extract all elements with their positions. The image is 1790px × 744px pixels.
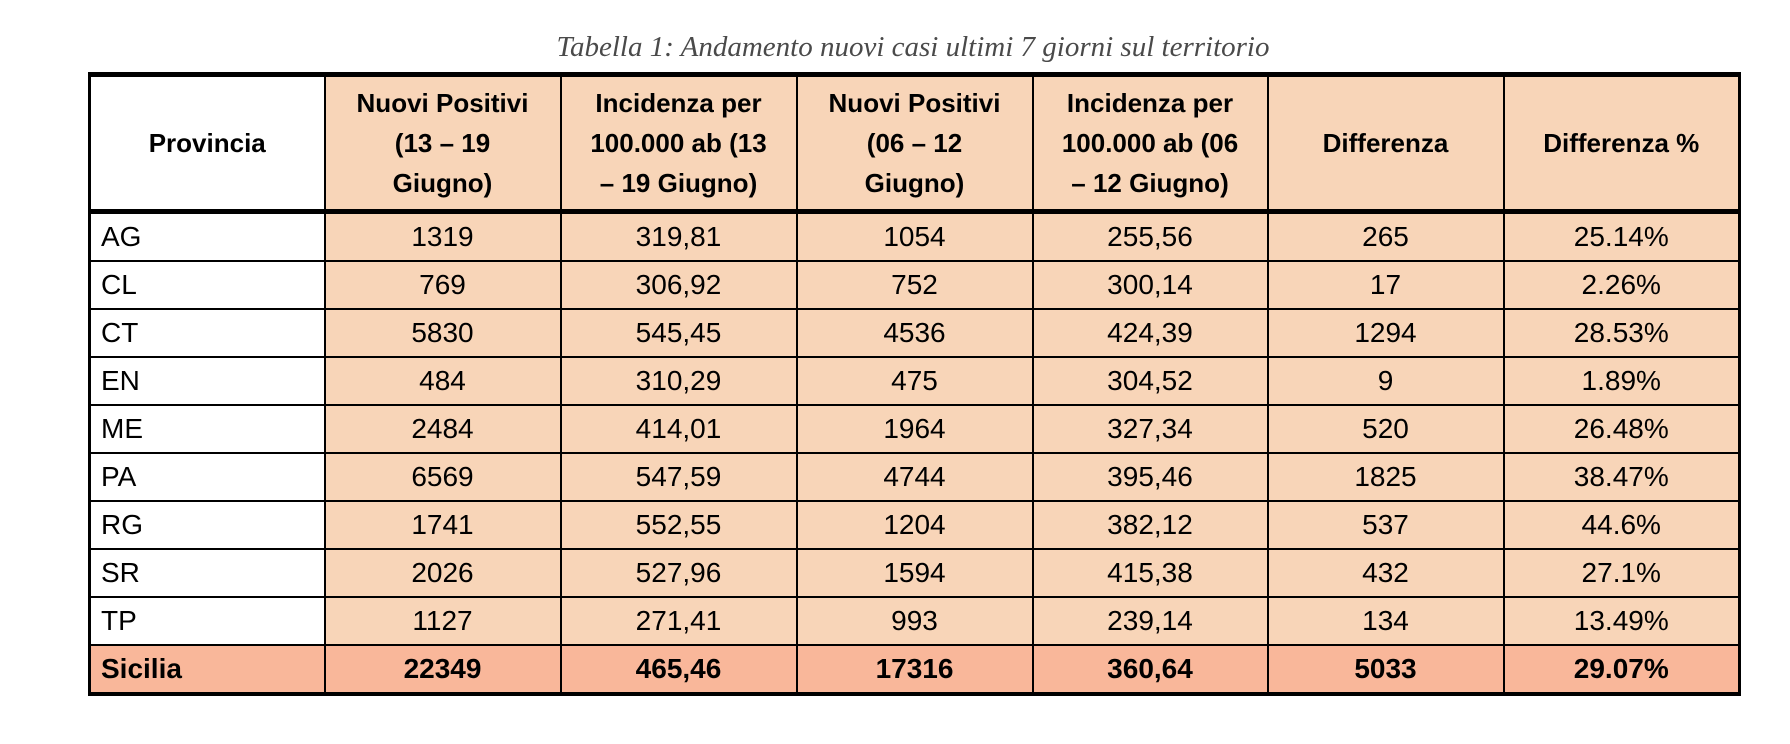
incidenza-13-19-cell: 306,92: [561, 261, 797, 309]
total-differenza-cell: 5033: [1268, 645, 1504, 694]
differenza-percent-cell: 28.53%: [1504, 309, 1740, 357]
nuovi-positivi-13-19-cell: 1319: [325, 212, 561, 262]
header-differenza: [1268, 75, 1504, 212]
differenza-percent-cell: 27.1%: [1504, 549, 1740, 597]
nuovi-positivi-06-12-cell: 1594: [797, 549, 1033, 597]
incidenza-06-12-cell: 424,39: [1033, 309, 1268, 357]
total-nuovi-positivi-06-12-cell: 17316: [797, 645, 1033, 694]
differenza-percent-cell: 13.49%: [1504, 597, 1740, 645]
incidenza-13-19-cell: 547,59: [561, 453, 797, 501]
incidenza-06-12-cell: 304,52: [1033, 357, 1268, 405]
incidenza-06-12-cell: 382,12: [1033, 501, 1268, 549]
table-row: [90, 597, 1740, 645]
differenza-cell: 9: [1268, 357, 1504, 405]
nuovi-positivi-13-19-cell: 1127: [325, 597, 561, 645]
differenza-cell: 537: [1268, 501, 1504, 549]
differenza-cell: 520: [1268, 405, 1504, 453]
nuovi-positivi-13-19-cell: 2026: [325, 549, 561, 597]
table-row: [90, 405, 1740, 453]
header-provincia: [90, 75, 325, 212]
nuovi-positivi-13-19-cell: 1741: [325, 501, 561, 549]
differenza-percent-cell: 26.48%: [1504, 405, 1740, 453]
differenza-percent-cell: 25.14%: [1504, 212, 1740, 262]
nuovi-positivi-13-19-cell: 5830: [325, 309, 561, 357]
header-line: Incidenza per: [595, 88, 762, 118]
total-incidenza-13-19-cell: 465,46: [561, 645, 797, 694]
nuovi-positivi-13-19-cell: 769: [325, 261, 561, 309]
header-line: (13 – 19: [394, 128, 491, 158]
incidenza-06-12-cell: 255,56: [1033, 212, 1268, 262]
incidenza-13-19-cell: 319,81: [561, 212, 797, 262]
total-row: [90, 645, 1740, 694]
header-line: Nuovi Positivi: [356, 88, 529, 118]
header-line: Differenza %: [1543, 128, 1700, 158]
header-line: 100.000 ab (13: [590, 128, 767, 158]
table-row: [90, 212, 1740, 262]
nuovi-positivi-06-12-cell: 4536: [797, 309, 1033, 357]
header-nuovi-positivi-13-19: [325, 75, 561, 212]
header-row: [90, 75, 1740, 212]
table-row: [90, 261, 1740, 309]
incidenza-13-19-cell: 414,01: [561, 405, 797, 453]
differenza-cell: 17: [1268, 261, 1504, 309]
header-incidenza-13-19: [561, 75, 797, 212]
province-cell: EN: [90, 357, 325, 405]
header-line: Giugno): [864, 168, 965, 198]
nuovi-positivi-06-12-cell: 752: [797, 261, 1033, 309]
header-line: – 19 Giugno): [599, 168, 758, 198]
nuovi-positivi-06-12-cell: 475: [797, 357, 1033, 405]
total-incidenza-06-12-cell: 360,64: [1033, 645, 1268, 694]
nuovi-positivi-13-19-cell: 2484: [325, 405, 561, 453]
incidenza-06-12-cell: 327,34: [1033, 405, 1268, 453]
differenza-cell: 134: [1268, 597, 1504, 645]
table-row: [90, 453, 1740, 501]
incidenza-06-12-cell: 239,14: [1033, 597, 1268, 645]
header-line: Giugno): [392, 168, 493, 198]
province-cell: PA: [90, 453, 325, 501]
differenza-percent-cell: 2.26%: [1504, 261, 1740, 309]
nuovi-positivi-13-19-cell: 6569: [325, 453, 561, 501]
header-line: (06 – 12: [866, 128, 963, 158]
province-cell: TP: [90, 597, 325, 645]
nuovi-positivi-06-12-cell: 1204: [797, 501, 1033, 549]
nuovi-positivi-06-12-cell: 1054: [797, 212, 1033, 262]
table-row: [90, 309, 1740, 357]
total-differenza-percent-cell: 29.07%: [1504, 645, 1740, 694]
incidenza-06-12-cell: 415,38: [1033, 549, 1268, 597]
province-cell: ME: [90, 405, 325, 453]
province-cell: CL: [90, 261, 325, 309]
differenza-percent-cell: 1.89%: [1504, 357, 1740, 405]
header-line: – 12 Giugno): [1071, 168, 1229, 198]
incidenza-13-19-cell: 310,29: [561, 357, 797, 405]
header-differenza-percent: [1504, 75, 1740, 212]
header-nuovi-positivi-06-12: [797, 75, 1033, 212]
nuovi-positivi-06-12-cell: 1964: [797, 405, 1033, 453]
differenza-cell: 1294: [1268, 309, 1504, 357]
table-caption: Tabella 1: Andamento nuovi casi ultimi 7 giorni sul territorio: [556, 31, 1270, 63]
differenza-cell: 432: [1268, 549, 1504, 597]
header-incidenza-06-12: [1033, 75, 1268, 212]
header-line: Incidenza per: [1066, 88, 1234, 118]
province-cell: SR: [90, 549, 325, 597]
table-row: [90, 501, 1740, 549]
header-line: 100.000 ab (06: [1061, 128, 1239, 158]
differenza-percent-cell: 38.47%: [1504, 453, 1740, 501]
province-cell: AG: [90, 212, 325, 262]
province-cell: CT: [90, 309, 325, 357]
province-cell: RG: [90, 501, 325, 549]
incidenza-13-19-cell: 527,96: [561, 549, 797, 597]
total-nuovi-positivi-13-19-cell: 22349: [325, 645, 561, 694]
nuovi-positivi-06-12-cell: 4744: [797, 453, 1033, 501]
incidenza-06-12-cell: 395,46: [1033, 453, 1268, 501]
cases-table: [88, 72, 1741, 696]
total-region-cell: Sicilia: [90, 645, 325, 694]
incidenza-13-19-cell: 552,55: [561, 501, 797, 549]
incidenza-13-19-cell: 545,45: [561, 309, 797, 357]
table-row: [90, 549, 1740, 597]
differenza-cell: 265: [1268, 212, 1504, 262]
incidenza-13-19-cell: 271,41: [561, 597, 797, 645]
differenza-percent-cell: 44.6%: [1504, 501, 1740, 549]
table-row: [90, 357, 1740, 405]
differenza-cell: 1825: [1268, 453, 1504, 501]
header-line: Nuovi Positivi: [828, 88, 1001, 118]
header-line: Differenza: [1322, 128, 1449, 158]
incidenza-06-12-cell: 300,14: [1033, 261, 1268, 309]
header-line: Provincia: [148, 128, 266, 158]
nuovi-positivi-06-12-cell: 993: [797, 597, 1033, 645]
nuovi-positivi-13-19-cell: 484: [325, 357, 561, 405]
